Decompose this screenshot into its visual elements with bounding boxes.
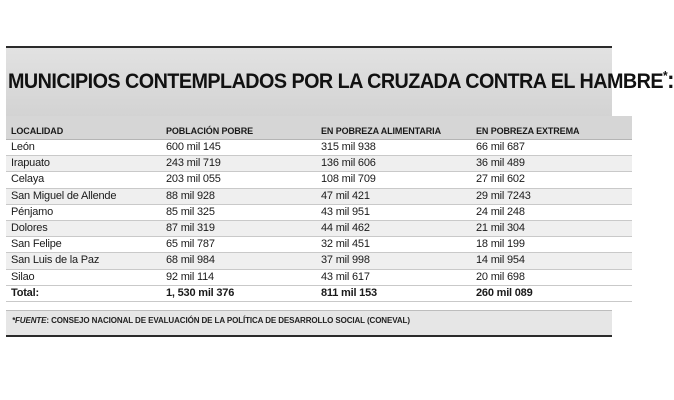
cell-pobreza-extrema: 18 mil 199 — [471, 237, 632, 253]
cell-localidad: San Miguel de Allende — [6, 188, 161, 204]
total-label: Total: — [6, 285, 161, 301]
cell-pobreza-alimentaria: 32 mil 451 — [316, 237, 471, 253]
table-row-total — [6, 285, 632, 301]
page-title — [8, 64, 674, 98]
cell-pobreza-alimentaria: 47 mil 421 — [316, 188, 471, 204]
table-row — [6, 269, 632, 285]
cell-poblacion-pobre: 65 mil 787 — [161, 237, 316, 253]
table-row — [6, 204, 632, 220]
cell-pobreza-extrema: 27 mil 602 — [471, 172, 632, 188]
cell-pobreza-alimentaria: 315 mil 938 — [316, 140, 471, 156]
municipalities-table — [6, 116, 632, 302]
table-body — [6, 140, 632, 302]
cell-localidad: Dolores — [6, 220, 161, 236]
cell-pobreza-alimentaria: 108 mil 709 — [316, 172, 471, 188]
bottom-rule — [6, 335, 612, 337]
cell-poblacion-pobre: 68 mil 984 — [161, 253, 316, 269]
table-row — [6, 140, 632, 156]
data-table-wrapper — [6, 116, 612, 309]
cell-localidad: Pénjamo — [6, 204, 161, 220]
cell-pobreza-extrema: 14 mil 954 — [471, 253, 632, 269]
cell-pobreza-alimentaria: 37 mil 998 — [316, 253, 471, 269]
cell-pobreza-extrema: 36 mil 489 — [471, 156, 632, 172]
header-row — [6, 116, 632, 140]
cell-poblacion-pobre: 92 mil 114 — [161, 269, 316, 285]
table-row — [6, 156, 632, 172]
cell-localidad: Silao — [6, 269, 161, 285]
cell-localidad: San Luis de la Paz — [6, 253, 161, 269]
cell-localidad: Irapuato — [6, 156, 161, 172]
cell-poblacion-pobre: 88 mil 928 — [161, 188, 316, 204]
title-text: MUNICIPIOS CONTEMPLADOS POR LA CRUZADA CONTRA EL HAMBRE — [8, 69, 663, 93]
cell-poblacion-pobre: 243 mil 719 — [161, 156, 316, 172]
cell-poblacion-pobre: 85 mil 325 — [161, 204, 316, 220]
cell-pobreza-extrema: 29 mil 7243 — [471, 188, 632, 204]
cell-pobreza-extrema: 66 mil 687 — [471, 140, 632, 156]
cell-localidad: San Felipe — [6, 237, 161, 253]
cell-pobreza-alimentaria: 44 mil 462 — [316, 220, 471, 236]
cell-pobreza-extrema: 20 mil 698 — [471, 269, 632, 285]
table-row — [6, 237, 632, 253]
source-text: : CONSEJO NACIONAL DE EVALUACIÓN DE LA POLÍTICA DE DESARROLLO SOCIAL (CONEVAL) — [46, 316, 410, 325]
total-pobreza-extrema: 260 mil 089 — [471, 285, 632, 301]
source-label: *FUENTE — [12, 316, 47, 325]
table-row — [6, 253, 632, 269]
table-header — [6, 116, 632, 140]
cell-pobreza-alimentaria: 43 mil 951 — [316, 204, 471, 220]
source-note — [12, 316, 410, 325]
total-poblacion-pobre: 1, 530 mil 376 — [161, 285, 316, 301]
total-pobreza-alimentaria: 811 mil 153 — [316, 285, 471, 301]
cell-pobreza-alimentaria: 43 mil 617 — [316, 269, 471, 285]
cell-poblacion-pobre: 600 mil 145 — [161, 140, 316, 156]
title-asterisk: * — [662, 67, 668, 83]
cell-poblacion-pobre: 87 mil 319 — [161, 220, 316, 236]
cell-localidad: León — [6, 140, 161, 156]
header-poblacion-pobre: POBLACIÓN POBRE — [161, 116, 316, 140]
header-pobreza-extrema: EN POBREZA EXTREMA — [471, 116, 632, 140]
header-localidad: LOCALIDAD — [6, 116, 161, 140]
table-row — [6, 172, 632, 188]
cell-localidad: Celaya — [6, 172, 161, 188]
cell-pobreza-alimentaria: 136 mil 606 — [316, 156, 471, 172]
title-colon: : — [667, 67, 674, 94]
cell-pobreza-extrema: 24 mil 248 — [471, 204, 632, 220]
table-row — [6, 220, 632, 236]
table-row — [6, 188, 632, 204]
cell-poblacion-pobre: 203 mil 055 — [161, 172, 316, 188]
header-pobreza-alimentaria: EN POBREZA ALIMENTARIA — [316, 116, 471, 140]
cell-pobreza-extrema: 21 mil 304 — [471, 220, 632, 236]
